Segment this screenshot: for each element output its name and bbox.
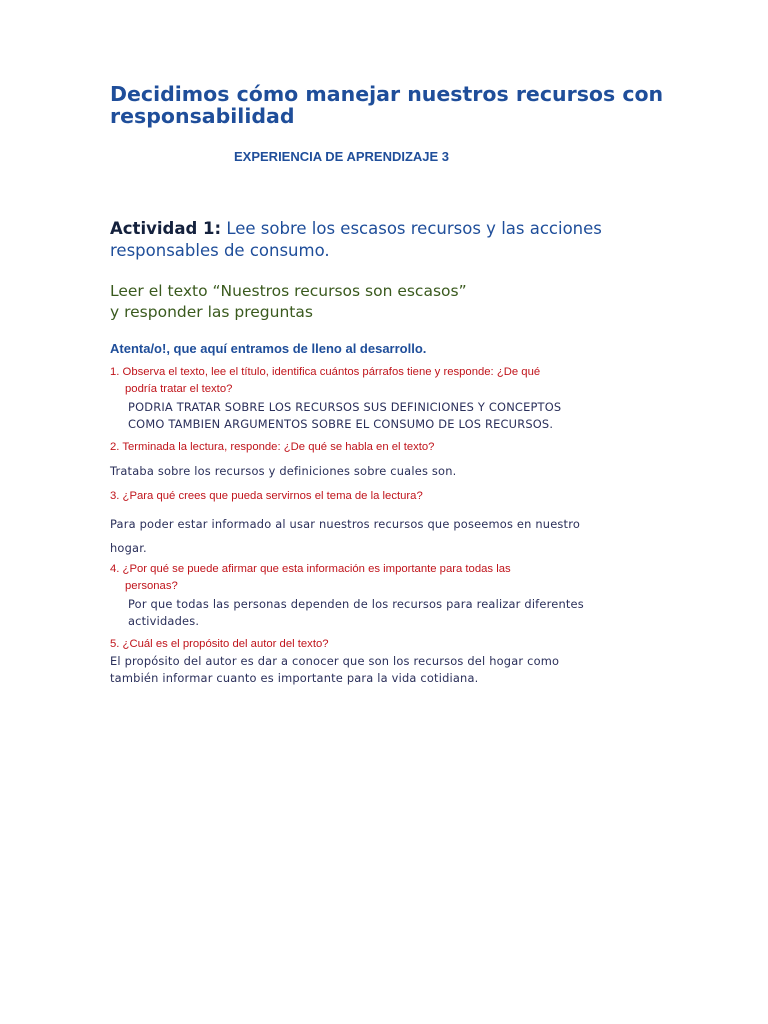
answer-5-line-1: El propósito del autor es dar a conocer que son los recursos del hogar como bbox=[110, 654, 560, 668]
answer-1-line-2: COMO TAMBIEN ARGUMENTOS SOBRE EL CONSUMO DE LOS RECURSOS. bbox=[128, 417, 554, 431]
question-1 bbox=[110, 364, 650, 398]
question-4-line-2: personas? bbox=[125, 580, 178, 592]
learning-experience-subtitle: EXPERIENCIA DE APRENDIZAJE 3 bbox=[234, 149, 450, 164]
question-5-line-1: 5. ¿Cuál es el propósito del autor del texto? bbox=[110, 638, 329, 650]
instruction-line-1: Leer el texto “Nuestros recursos son escasos” bbox=[110, 282, 467, 300]
instruction-line-2: y responder las preguntas bbox=[110, 303, 313, 321]
document-title: Decidimos cómo manejar nuestros recursos con responsabilidad bbox=[110, 82, 664, 128]
reading-instruction bbox=[110, 281, 670, 323]
answer-1-line-1: PODRIA TRATAR SOBRE LOS RECURSOS SUS DEFINICIONES Y CONCEPTOS bbox=[128, 400, 562, 414]
question-3 bbox=[110, 488, 650, 505]
answer-4-line-1: Por que todas las personas dependen de los recursos para realizar diferentes bbox=[128, 597, 584, 611]
question-4 bbox=[110, 561, 650, 595]
activity-heading bbox=[110, 218, 670, 262]
answer-3-line-2: hogar. bbox=[110, 541, 147, 555]
answer-2 bbox=[110, 463, 650, 480]
question-3-line-1: 3. ¿Para qué crees que pueda servirnos el tema de la lectura? bbox=[110, 490, 423, 502]
answer-5 bbox=[110, 653, 650, 687]
activity-label: Actividad 1: bbox=[110, 219, 222, 238]
question-4-line-1: 4. ¿Por qué se puede afirmar que esta información es importante para todas las bbox=[110, 563, 511, 575]
question-1-line-2: podría tratar el texto? bbox=[125, 383, 233, 395]
answer-1 bbox=[128, 399, 668, 433]
question-2 bbox=[110, 439, 650, 456]
question-1-line-1: 1. Observa el texto, lee el título, identifica cuántos párrafos tiene y responde: ¿De qué bbox=[110, 366, 541, 378]
answer-2-line-1: Trataba sobre los recursos y definiciones sobre cuales son. bbox=[110, 464, 457, 478]
activity-text: Lee sobre los escasos recursos y las acciones responsables de consumo. bbox=[110, 219, 602, 260]
answer-4 bbox=[128, 596, 668, 630]
answer-3 bbox=[110, 512, 650, 560]
question-2-line-1: 2. Terminada la lectura, responde: ¿De qué se habla en el texto? bbox=[110, 441, 435, 453]
attention-note: Atenta/o!, que aquí entramos de lleno al desarrollo. bbox=[110, 341, 427, 356]
answer-4-line-2: actividades. bbox=[128, 614, 200, 628]
question-5 bbox=[110, 636, 650, 653]
answer-5-line-2: también informar cuanto es importante para la vida cotidiana. bbox=[110, 671, 479, 685]
answer-3-line-1: Para poder estar informado al usar nuestros recursos que poseemos en nuestro bbox=[110, 517, 581, 531]
